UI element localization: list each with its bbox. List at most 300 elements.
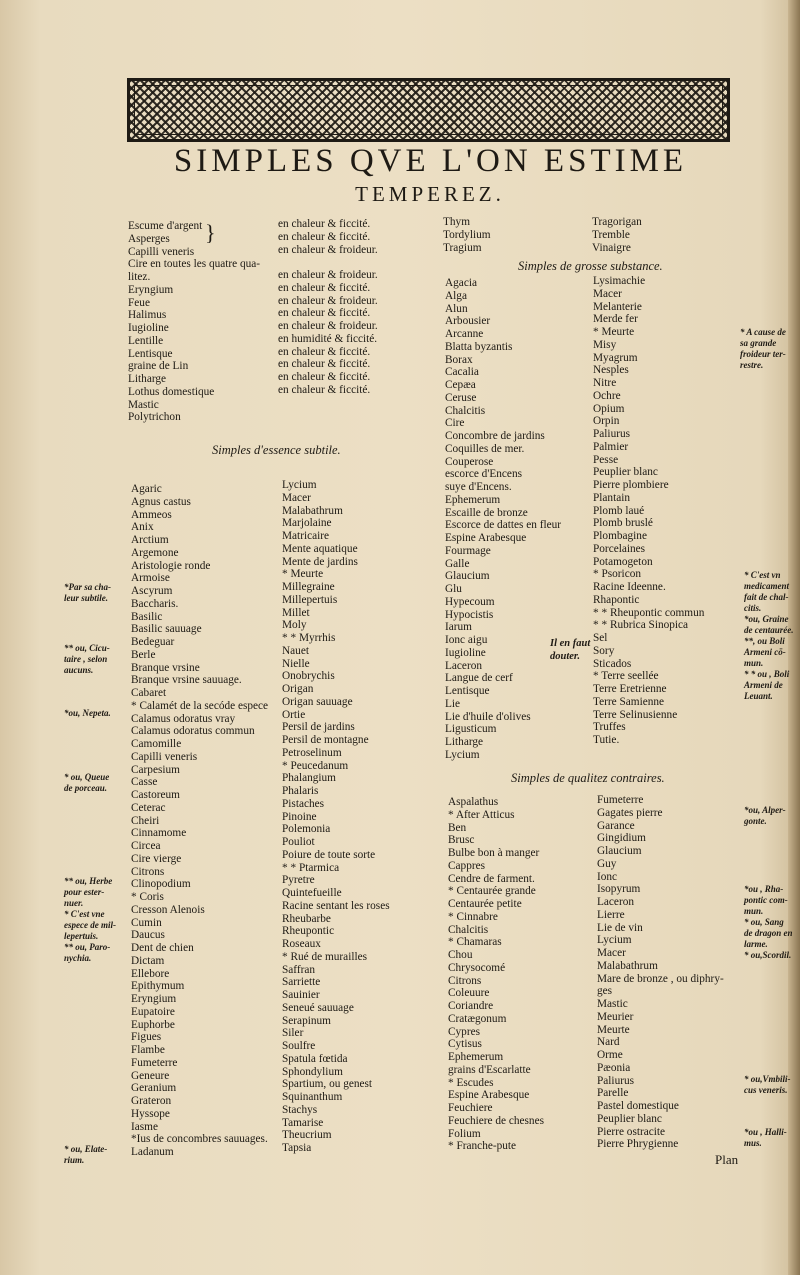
margin-note-right: * A cause de sa grande froideur ter- restre. — [740, 327, 786, 370]
simple-entry: Marjolaine — [282, 517, 332, 530]
simple-entry: Clinopodium — [131, 878, 191, 891]
simple-entry: Concombre de jardins — [445, 430, 545, 442]
simple-entry: Ionc aigu — [445, 634, 488, 646]
simple-entry: * * Rheupontic commun — [593, 606, 705, 619]
simple-entry: Onobrychis — [282, 670, 335, 683]
simple-entry: Pesse — [593, 453, 619, 466]
simple-entry: Isopyrum — [597, 883, 641, 896]
simple-entry: Feue — [128, 296, 150, 309]
simple-entry: Chalcitis — [448, 923, 489, 936]
simple-entry: Argemone — [131, 546, 179, 559]
simple-entry: * Rué de murailles — [282, 950, 368, 963]
simple-entry: Cire en toutes les quatre qua- — [128, 258, 261, 271]
simple-entry: Guy — [597, 857, 617, 870]
simple-entry: Mente de jardins — [282, 555, 358, 568]
simple-entry: Calamus odoratus vray — [131, 712, 236, 725]
simple-entry: Camomille — [131, 738, 182, 750]
simple-entry: Aspalathus — [448, 796, 499, 808]
simple-entry: Agacia — [445, 277, 477, 289]
margin-note-left: * ou, Elate- rium. — [64, 1144, 108, 1165]
simple-entry: Capilli veneris — [128, 245, 195, 258]
simple-entry: Stachys — [282, 1103, 318, 1116]
quality-entry: en chaleur & froideur. — [278, 320, 378, 332]
simple-entry: Cabaret — [131, 687, 167, 699]
simple-entry: Iarum — [445, 621, 472, 634]
quality-entry: en humidité & ficcité. — [278, 332, 378, 345]
simple-entry: Sphondylium — [282, 1065, 343, 1078]
simple-entry: * Escudes — [448, 1076, 494, 1089]
simple-entry: Blatta byzantis — [445, 340, 513, 353]
simple-entry: Mente aquatique — [282, 542, 358, 555]
simple-entry: Hypocistis — [445, 608, 494, 621]
simple-entry: Branque vrsine sauuage. — [131, 674, 242, 687]
simple-entry: Geneure — [131, 1069, 170, 1082]
simple-entry: Coquilles de mer. — [445, 442, 525, 455]
simple-entry: Agaric — [131, 483, 162, 495]
simple-entry: ges — [597, 985, 613, 998]
simple-entry: Sory — [593, 644, 615, 657]
simple-entry: Millepertuis — [282, 593, 338, 606]
simple-entry: Berle — [131, 648, 156, 661]
simple-entry: Truffes — [593, 721, 626, 734]
simple-entry: Folium — [448, 1127, 481, 1140]
simple-entry: Lysimachie — [593, 275, 646, 287]
simple-entry: grains d'Escarlatte — [448, 1063, 531, 1076]
simple-entry: * * Ptarmica — [282, 861, 340, 874]
simple-entry: Bedeguar — [131, 636, 175, 648]
simple-entry: Spartium, ou genest — [282, 1078, 373, 1091]
simple-entry: Pyretre — [282, 874, 315, 887]
simple-entry: Agnus castus — [131, 495, 191, 508]
simple-entry: Pouliot — [282, 836, 315, 848]
simple-entry: Polytrichon — [128, 411, 181, 424]
simple-entry: Espine Arabesque — [448, 1089, 530, 1102]
simple-entry: Eryngium — [128, 283, 174, 296]
simple-entry: Vinaigre — [592, 241, 631, 254]
simple-entry: Merde fer — [593, 313, 638, 326]
simple-entry: Cumin — [131, 916, 162, 929]
simple-entry: Porcelaines — [593, 542, 646, 555]
margin-note-right: * C'est vn medicament fait de chal- citis. *ou, Graine de centaurée. **, ou Boli Armeni cō- mun. * * ou , Boli Armeni de Leuant. — [744, 570, 794, 701]
simple-entry: * Franche-pute — [448, 1140, 517, 1153]
simple-entry: Coleuure — [448, 987, 490, 1000]
simple-entry: Lentisque — [128, 347, 173, 360]
simple-entry: * Psoricon — [593, 568, 642, 581]
margin-note-right: * ou,Vmbili- cus veneris. — [744, 1074, 791, 1095]
simple-entry: Chou — [448, 949, 473, 961]
simple-entry: Armoise — [131, 572, 170, 585]
quality-entry: en chaleur & froideur. — [278, 243, 378, 256]
simple-entry: Nielle — [282, 657, 310, 670]
essence-subtile-column-a — [131, 483, 268, 1159]
simple-entry: Origan sauuage — [282, 695, 353, 708]
simple-entry: Millet — [282, 606, 310, 619]
simple-entry: Tremble — [592, 228, 630, 241]
simple-entry: * After Atticus — [448, 808, 515, 821]
simple-entry: Lie d'huile d'olives — [445, 710, 531, 723]
simple-entry: Escaille de bronze — [445, 506, 528, 519]
simple-entry: Malabathrum — [282, 504, 343, 517]
quality-entry: en chaleur & ficcité. — [278, 371, 371, 383]
simple-entry: Nitre — [593, 377, 617, 389]
simple-entry: Cacalia — [445, 366, 479, 379]
simple-entry: Borax — [445, 353, 473, 366]
qualitez-contraires-column-b — [597, 794, 724, 1151]
simple-entry: Gagates pierre — [597, 806, 663, 819]
simple-entry: Cepæa — [445, 379, 476, 391]
simple-entry: Cappres — [448, 859, 486, 872]
simple-entry: * Coris — [131, 891, 164, 903]
qualitez-contraires-column-a — [448, 796, 544, 1153]
inline-note-doubt: Il en faut douter. — [550, 638, 591, 662]
simple-entry: Phalangium — [282, 772, 336, 785]
simple-entry: Origan — [282, 683, 314, 695]
catchword: Plan — [715, 1152, 739, 1167]
simple-entry: Feuchiere — [448, 1102, 493, 1114]
simple-entry: Lothus domestique — [128, 385, 215, 398]
simple-entry: Macer — [282, 491, 311, 504]
simple-entry: graine de Lin — [128, 360, 189, 373]
quality-entry — [278, 256, 378, 269]
simple-entry: Arctium — [131, 534, 169, 546]
simple-entry: Coriandre — [448, 1000, 494, 1012]
simple-entry: Racine Ideenne. — [593, 581, 666, 593]
simple-entry: Petroselinum — [282, 746, 342, 759]
simple-entry: Sauinier — [282, 989, 320, 1001]
simple-entry: Terre Selinusienne — [593, 708, 678, 721]
simple-entry: Ortie — [282, 708, 306, 721]
simple-entry: Moly — [282, 619, 307, 632]
simple-entry: Plomb laué — [593, 504, 645, 517]
simple-entry: Opium — [593, 402, 625, 415]
simple-entry: Daucus — [131, 929, 165, 942]
simple-entry: Orpin — [593, 415, 620, 428]
simple-entry: Ellebore — [131, 967, 170, 980]
simple-entry: Cratægonum — [448, 1012, 507, 1025]
simple-entry: Fumeterre — [597, 794, 644, 806]
simple-entry: Epithymum — [131, 980, 185, 993]
simple-entry: Calamus odoratus commun — [131, 725, 255, 738]
simple-entry: Baccharis. — [131, 597, 179, 610]
simple-entry: * * Myrrhis — [282, 632, 336, 644]
simple-entry: Basilic sauuage — [131, 623, 202, 636]
simple-entry: Dent de chien — [131, 942, 194, 954]
simple-entry: Garance — [597, 819, 635, 832]
simple-entry: Myagrum — [593, 351, 638, 364]
simple-entry: Eupatoire — [131, 1005, 175, 1018]
simple-entry: Serapinum — [282, 1014, 331, 1027]
simple-entry: Lentisque — [445, 685, 490, 697]
simple-entry: Geranium — [131, 1082, 177, 1095]
simple-entry: Ephemerum — [445, 493, 501, 506]
simple-entry: Soulfre — [282, 1040, 316, 1052]
simple-entry: Galle — [445, 557, 470, 570]
simple-entry: * * Rubrica Sinopica — [593, 619, 689, 632]
simple-entry: Pierre plombiere — [593, 479, 669, 491]
simple-entry: Nauet — [282, 644, 309, 657]
simple-entry: Nard — [597, 1036, 620, 1049]
simple-entry: Pierre ostracite — [597, 1125, 666, 1138]
simple-entry: Capilli veneris — [131, 750, 198, 763]
quality-entry: en chaleur & ficcité. — [278, 345, 371, 358]
simple-entry: Fourmage — [445, 544, 491, 557]
simple-entry: * Chamaras — [448, 936, 502, 949]
margin-note-left: *Par sa cha- leur subtile. — [64, 582, 111, 603]
simple-entry: Phalaris — [282, 785, 319, 797]
quality-entry: en chaleur & froideur. — [278, 294, 378, 307]
simple-entry: Terre Samienne — [593, 695, 665, 708]
simple-entry: Cytisus — [448, 1038, 482, 1051]
simple-entry: Racine sentant les roses — [282, 899, 390, 912]
simple-entry: Mare de bronze , ou diphry- — [597, 972, 724, 985]
simple-entry: Litharge — [445, 736, 484, 748]
page-title: SIMPLES QVE L'ON ESTIME — [173, 143, 688, 179]
quality-entry: en chaleur & ficcité. — [278, 281, 371, 294]
simple-entry: Meurte — [597, 1023, 630, 1036]
simple-entry: Gingidium — [597, 832, 646, 845]
simple-entry: Sel — [593, 632, 608, 644]
simple-entry: Lie — [445, 697, 461, 710]
simple-entry: Arcanne — [445, 328, 484, 340]
simple-entry: Paliurus — [593, 428, 631, 440]
simple-entry: Mastic — [128, 398, 159, 411]
simple-entry: Iugioline — [445, 646, 486, 659]
simple-entry: Macer — [597, 947, 626, 959]
simple-entry: Arbousier — [445, 315, 491, 328]
margin-note-left: ** ou, Herbe pour ester- nuer. * C'est vne espece de mil- lepertuis. ** ou, Paro- nychia. — [64, 876, 116, 963]
simple-entry: Meurier — [597, 1010, 634, 1023]
simple-entry: Ladanum — [131, 1146, 174, 1158]
simple-entry: Laceron — [445, 659, 483, 672]
simple-entry: Tamarise — [282, 1116, 324, 1129]
simple-entry: Citrons — [448, 974, 482, 987]
essence-subtile-column-b — [282, 479, 390, 1155]
continuation-column-a — [443, 216, 491, 254]
simple-entry: Branque vrsine — [131, 661, 200, 674]
simple-entry: suye d'Encens. — [445, 481, 512, 493]
simple-entry: Ephemerum — [448, 1051, 504, 1063]
simple-entry: Tordylium — [443, 228, 491, 241]
simple-entry: Tutie. — [593, 734, 620, 746]
simple-entry: Fumeterre — [131, 1056, 178, 1069]
simple-entry: Anix — [131, 521, 154, 534]
simple-entry: Theucrium — [282, 1129, 332, 1142]
simple-entry: Rheubarbe — [282, 912, 331, 925]
simple-entry: Hyssope — [131, 1107, 170, 1120]
simple-entry: Laceron — [597, 896, 635, 908]
page-subtitle: TEMPEREZ. — [355, 182, 505, 206]
simple-entry: * Peucedanum — [282, 759, 349, 772]
simple-entry: Terre Eretrienne — [593, 683, 667, 695]
simple-entry: Figues — [131, 1031, 162, 1044]
simple-entry: Chalcitis — [445, 404, 486, 417]
tempered-simples-qualities — [278, 218, 378, 397]
simple-entry: Sarriette — [282, 976, 321, 989]
margin-note-right: *ou , Rha- pontic com- mun. * ou, Sang de dragon en larme. * ou,Scordil. — [744, 884, 793, 960]
simple-entry: Spatula fœtida — [282, 1052, 348, 1065]
simple-entry: Pinoine — [282, 810, 317, 823]
simple-entry: Peuplier blanc — [593, 466, 658, 479]
simple-entry: Sticados — [593, 657, 632, 670]
simple-entry: Lycium — [445, 748, 480, 761]
simple-entry: Orme — [597, 1049, 623, 1061]
simple-entry: Plantain — [593, 491, 631, 504]
simple-entry: Lentille — [128, 334, 164, 347]
simple-entry: Carpesium — [131, 763, 180, 776]
simple-entry: * Cinnabre — [448, 910, 498, 923]
simple-entry: Cendre de farment. — [448, 872, 535, 885]
tempered-simples-names — [128, 220, 260, 424]
quality-entry: en chaleur & ficcité. — [278, 383, 371, 396]
simple-entry: Siler — [282, 1027, 304, 1040]
heading-qualitez-contraires: Simples de qualitez contraires. — [511, 771, 665, 785]
simple-entry: *Ius de concombres sauuages. — [131, 1133, 268, 1146]
simple-entry: Plomb bruslé — [593, 517, 653, 530]
simple-entry: Ligusticum — [445, 723, 497, 736]
simple-entry: Ben — [448, 821, 467, 834]
simple-entry: Palmier — [593, 440, 629, 453]
simple-entry: Ionc — [597, 870, 618, 883]
margin-note-left: *ou, Nepeta. — [64, 708, 111, 718]
heading-essence-subtile: Simples d'essence subtile. — [212, 443, 341, 457]
simple-entry: Bulbe bon à manger — [448, 847, 540, 859]
simple-entry: * Terre seellée — [593, 670, 659, 683]
simple-entry: Couperose — [445, 455, 494, 468]
simple-entry: Mastic — [597, 998, 628, 1010]
simple-entry: Potamogeton — [593, 555, 653, 568]
simple-entry: Alga — [445, 289, 467, 302]
simple-entry: Thym — [443, 216, 470, 228]
quality-entry: en chaleur & froideur. — [278, 269, 378, 281]
simple-entry: Iasme — [131, 1120, 158, 1133]
simple-entry: Brusc — [448, 834, 475, 847]
simple-entry: Citrons — [131, 865, 165, 878]
simple-entry: Escorce de dattes en fleur — [445, 519, 562, 532]
simple-entry: Tragium — [443, 241, 482, 254]
simple-entry: Flambe — [131, 1044, 165, 1056]
simple-entry: Feuchiere de chesnes — [448, 1114, 544, 1127]
simple-entry: Ascyrum — [131, 585, 173, 597]
simple-entry: Ceterac — [131, 801, 166, 814]
simple-entry: escorce d'Encens — [445, 468, 522, 481]
simple-entry: Eryngium — [131, 993, 177, 1005]
quality-entry: en chaleur & ficcité. — [278, 218, 371, 230]
simple-entry: * Meurte — [593, 326, 635, 338]
quality-entry: en chaleur & ficcité. — [278, 307, 371, 320]
simple-entry: Ceruse — [445, 391, 477, 404]
simple-entry: Nesples — [593, 364, 629, 377]
simple-entry: Halimus — [128, 309, 167, 322]
grosse-substance-column-a — [445, 277, 561, 762]
simple-entry: Grateron — [131, 1095, 172, 1107]
simple-entry: Cinnamome — [131, 827, 187, 840]
simple-entry: Euphorbe — [131, 1018, 175, 1031]
simple-entry: Litharge — [128, 373, 167, 385]
simple-entry: Tapsia — [282, 1142, 312, 1154]
simple-entry: Millegraine — [282, 581, 335, 593]
brace-mark: } — [205, 220, 216, 245]
continuation-column-b — [592, 216, 642, 254]
quality-entry: en chaleur & ficcité. — [278, 230, 371, 243]
simple-entry: Lycium — [282, 479, 317, 491]
simple-entry: Ammeos — [131, 508, 172, 521]
heading-grosse-substance: Simples de grosse substance. — [518, 259, 663, 273]
simple-entry: Paliurus — [597, 1074, 635, 1087]
simple-entry: Iugioline — [128, 322, 169, 334]
simple-entry: Rhapontic — [593, 593, 640, 606]
simple-entry: Malabathrum — [597, 959, 658, 972]
simple-entry: Misy — [593, 338, 617, 351]
decorative-header-band — [127, 78, 730, 142]
simple-entry: Langue de cerf — [445, 672, 513, 685]
simple-entry: Matricaire — [282, 530, 330, 542]
simple-entry: Dictam — [131, 954, 165, 967]
simple-entry: Cire vierge — [131, 852, 182, 865]
margin-note-left: * ou, Queue de porceau. — [64, 772, 110, 793]
simple-entry: Espine Arabesque — [445, 532, 527, 544]
simple-entry: Lierre — [597, 908, 625, 921]
simple-entry: * Calamét de la secóde espece — [131, 699, 269, 712]
simple-entry: Pastel domestique — [597, 1100, 679, 1112]
simple-entry: Quintefueille — [282, 887, 342, 899]
simple-entry: Pæonia — [597, 1061, 631, 1074]
simple-entry: Squinanthum — [282, 1091, 343, 1103]
simple-entry: Ochre — [593, 389, 621, 402]
margin-note-right: *ou , Halli- mus. — [744, 1127, 787, 1148]
simple-entry: Asperges — [128, 232, 170, 245]
simple-entry: Pierre Phrygienne — [597, 1138, 679, 1151]
simple-entry: Centaurée petite — [448, 898, 522, 910]
simple-entry: Glaucium — [445, 570, 490, 583]
simple-entry: Macer — [593, 287, 622, 300]
quality-entry: en chaleur & ficcité. — [278, 358, 371, 371]
simple-entry: Basilic — [131, 610, 163, 623]
simple-entry: * Centaurée grande — [448, 885, 536, 898]
simple-entry: Casse — [131, 776, 158, 789]
simple-entry: Cire — [445, 417, 465, 430]
simple-entry: Aristologie ronde — [131, 559, 211, 572]
simple-entry: Lycium — [597, 934, 632, 947]
simple-entry: Cheiri — [131, 814, 160, 827]
simple-entry: Tragorigan — [592, 216, 642, 228]
simple-entry: Hypecoum — [445, 595, 495, 608]
simple-entry: Rheupontic — [282, 925, 335, 938]
simple-entry: Parelle — [597, 1087, 629, 1100]
simple-entry: Peuplier blanc — [597, 1112, 662, 1125]
simple-entry: Cresson Alenois — [131, 903, 205, 916]
simple-entry: * Meurte — [282, 568, 324, 581]
simple-entry: Castoreum — [131, 789, 180, 801]
simple-entry: Plombagine — [593, 530, 647, 542]
simple-entry: Escume d'argent — [128, 220, 203, 232]
simple-entry: Poiure de toute sorte — [282, 848, 376, 861]
simple-entry: Polemonia — [282, 823, 331, 836]
simple-entry: Lie de vin — [597, 921, 643, 934]
grosse-substance-column-b — [593, 275, 704, 747]
simple-entry: Persil de montagne — [282, 734, 369, 746]
simple-entry: Melanterie — [593, 300, 642, 313]
simple-entry: Pistaches — [282, 797, 325, 810]
simple-entry: Chrysocomé — [448, 961, 506, 974]
simple-entry: Roseaux — [282, 938, 321, 950]
simple-entry: Cypres — [448, 1025, 481, 1038]
simple-entry: litez. — [128, 271, 151, 283]
margin-note-left: ** ou, Cicu- taire , selon aucuns. — [64, 643, 110, 675]
simple-entry: Saffran — [282, 963, 316, 976]
simple-entry: Glaucium — [597, 845, 642, 857]
simple-entry: Circea — [131, 840, 161, 852]
simple-entry: Persil de jardins — [282, 721, 355, 734]
